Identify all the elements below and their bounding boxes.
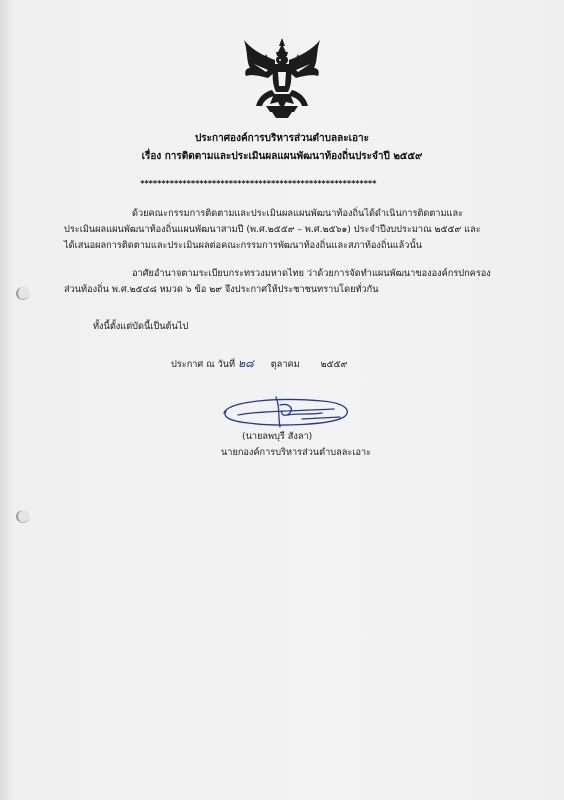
- paragraph-1-line-2: ประเมินผลแผนพัฒนาท้องถิ่นแผนพัฒนาสามปี (พ.ศ.๒๕๕๙ – พ.ศ.๒๕๖๑) ประจำปีงบประมาณ ๒๕๕๙ และ: [64, 224, 481, 235]
- paragraph-1-line-3: ได้เสนอผลการติดตามและประเมินผลต่อคณะกรรมการพัฒนาท้องถิ่นและสภาท้องถิ่นแล้วนั้น: [64, 240, 423, 251]
- punch-hole-bottom: [16, 510, 30, 523]
- punch-hole-top: [16, 287, 30, 300]
- star-separator: ********************************************************: [140, 179, 377, 188]
- paragraph-1-line-1: ด้วยคณะกรรมการติดตามและประเมินผลแผนพัฒนาท้องถิ่นได้ดำเนินการติดตามและ: [132, 208, 464, 219]
- date-year: ๒๕๕๙: [320, 359, 348, 370]
- signatory-name: (นายลพบุรี สังลา): [242, 431, 313, 442]
- date-month: ตุลาคม: [270, 359, 300, 370]
- announcement-date: [171, 358, 347, 371]
- date-prefix: ประกาศ ณ วันที่: [171, 359, 236, 370]
- announcement-title: ประกาศองค์การบริหารส่วนตำบลละเอาะ: [194, 133, 370, 144]
- paragraph-2-line-2: ส่วนท้องถิ่น พ.ศ.๒๕๔๘ หมวด ๖ ข้อ ๒๙ จึงประกาศให้ประชาชนทราบโดยทั่วกัน: [64, 284, 379, 295]
- paragraph-3: ทั้งนี้ตั้งแต่บัดนี้เป็นต้นไป: [93, 321, 189, 332]
- handwritten-signature: [218, 393, 358, 433]
- date-day: ๒๘: [238, 357, 254, 370]
- signatory-position: นายกองค์การบริหารส่วนตำบลละเอาะ: [221, 447, 372, 458]
- garuda-emblem-icon: [242, 38, 322, 120]
- announcement-subject: เรื่อง การติดตามและประเมินผลแผนพัฒนาท้องถิ่นประจำปี ๒๕๕๙: [141, 151, 423, 162]
- paragraph-2-line-1: อาศัยอำนาจตามระเบียบกระทรวงมหาดไทย ว่าด้วยการจัดทำแผนพัฒนาขององค์กรปกครอง: [132, 268, 491, 279]
